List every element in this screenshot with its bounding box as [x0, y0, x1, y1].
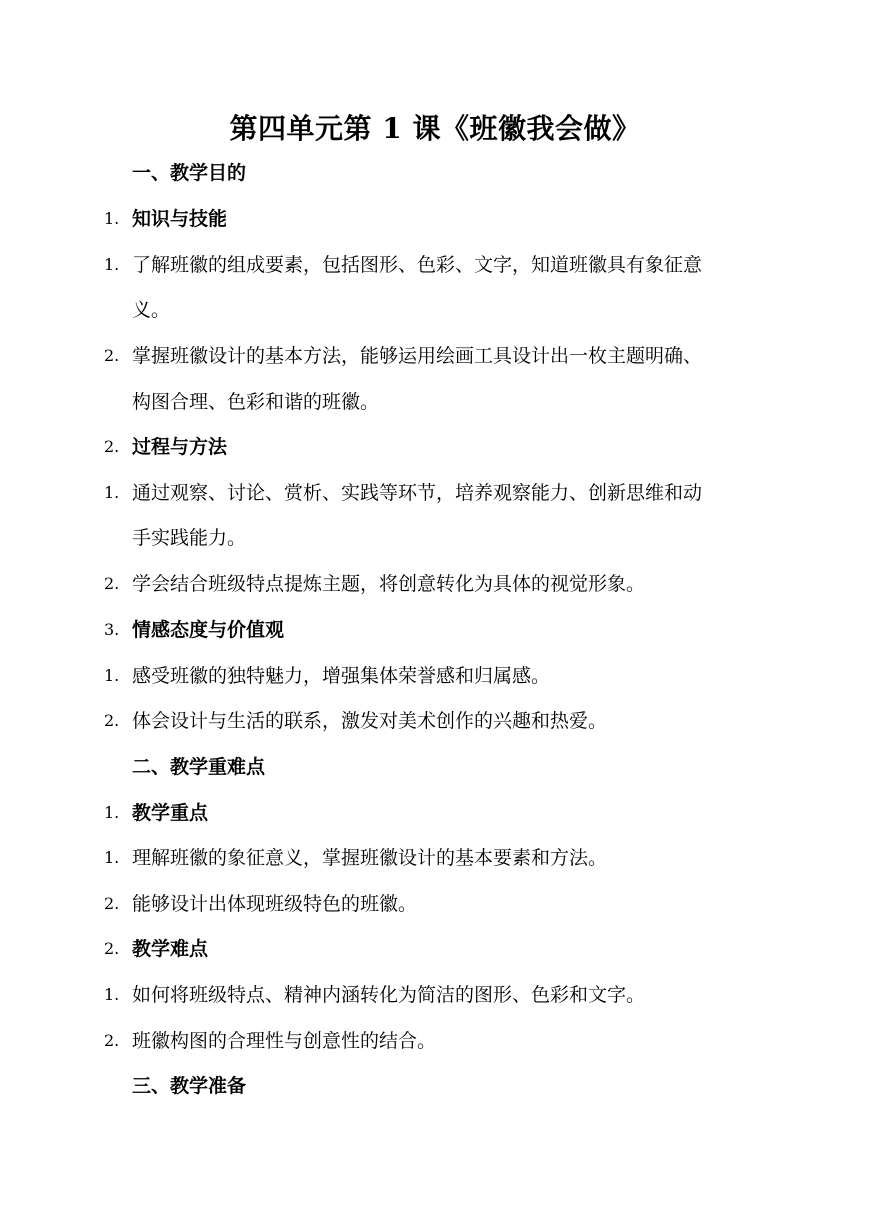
- list-item-text: 能够设计出体现班级特色的班徽。: [132, 893, 418, 915]
- section-heading-objectives: 一、教学目的: [132, 162, 247, 184]
- list-item-text: 感受班徽的独特魅力，增强集体荣誉感和归属感。: [132, 665, 551, 687]
- list-item-text: 理解班徽的象征意义，掌握班徽设计的基本要素和方法。: [132, 847, 608, 869]
- subheading-label: 过程与方法: [132, 436, 228, 458]
- list-number: 2.: [104, 574, 120, 593]
- list-number: 1.: [104, 985, 120, 1004]
- list-number: 1.: [104, 483, 120, 502]
- section-heading-key-points: 二、教学重难点: [132, 756, 266, 778]
- list-item-text: 构图合理、色彩和谐的班徽。: [132, 391, 380, 413]
- section-heading-preparation: 三、教学准备: [132, 1075, 247, 1097]
- list-item-text: 了解班徽的组成要素，包括图形、色彩、文字，知道班徽具有象征意: [132, 254, 703, 276]
- list-number: 1.: [104, 255, 120, 274]
- list-number: 3.: [104, 620, 120, 639]
- list-number: 2.: [104, 939, 120, 958]
- list-number: 1.: [104, 666, 120, 685]
- list-item-text: 如何将班级特点、精神内涵转化为简洁的图形、色彩和文字。: [132, 984, 646, 1006]
- subheading-label: 教学难点: [132, 938, 209, 960]
- list-item-text: 掌握班徽设计的基本方法，能够运用绘画工具设计出一枚主题明确、: [132, 345, 703, 367]
- list-number: 2.: [104, 894, 120, 913]
- subheading-label: 知识与技能: [132, 208, 228, 230]
- list-number: 1.: [104, 209, 120, 228]
- list-item-text: 班徽构图的合理性与创意性的结合。: [132, 1030, 437, 1052]
- list-number: 2.: [104, 1031, 120, 1050]
- subheading-label: 教学重点: [132, 802, 209, 824]
- list-number: 1.: [104, 848, 120, 867]
- list-item-text: 义。: [132, 299, 171, 321]
- list-item-text: 通过观察、讨论、赏析、实践等环节，培养观察能力、创新思维和动: [132, 482, 703, 504]
- list-item-text: 学会结合班级特点提炼主题，将创意转化为具体的视觉形象。: [132, 573, 646, 595]
- list-item-text: 体会设计与生活的联系，激发对美术创作的兴趣和热爱。: [132, 710, 608, 732]
- page-title: 第四单元第 1 课《班徽我会做》: [229, 112, 641, 145]
- subheading-label: 情感态度与价值观: [132, 619, 285, 641]
- list-number: 1.: [104, 803, 120, 822]
- list-number: 2.: [104, 437, 120, 456]
- list-number: 2.: [104, 711, 120, 730]
- list-number: 2.: [104, 346, 120, 365]
- list-item-text: 手实践能力。: [132, 527, 247, 549]
